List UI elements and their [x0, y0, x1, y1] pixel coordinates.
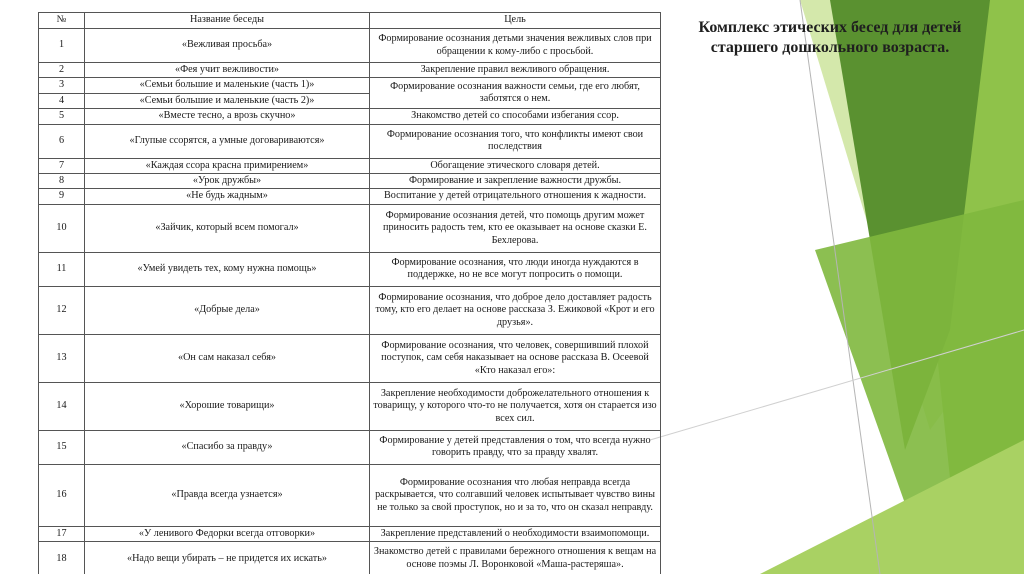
row-name: «Фея учит вежливости» [85, 63, 370, 78]
table-row [39, 189, 661, 204]
row-goal: Знакомство детей со способами избегания ссор. [370, 109, 661, 124]
row-num: 3 [39, 78, 85, 93]
table-row [39, 174, 661, 189]
row-name: «У ленивого Федорки всегда отговорки» [85, 526, 370, 541]
table-row [39, 63, 661, 78]
row-goal: Формирование осознания детьми значения вежливых слов при обращении к кому-либо с просьбой. [370, 29, 661, 63]
row-name: «Глупые ссорятся, а умные договариваются» [85, 124, 370, 158]
row-num: 1 [39, 29, 85, 63]
row-goal: Закрепление представлений о необходимости взаимопомощи. [370, 526, 661, 541]
table-row [39, 158, 661, 173]
row-name: «Каждая ссора красна примирением» [85, 158, 370, 173]
row-name: «Семьи большие и маленькие (часть 1)» [85, 78, 370, 93]
row-num: 4 [39, 93, 85, 108]
row-goal: Знакомство детей с правилами бережного отношения к вещам на основе поэмы Л. Воронковой «Маша-растеряша». [370, 542, 661, 574]
row-name: «Добрые дела» [85, 286, 370, 334]
row-name: «Он сам наказал себя» [85, 334, 370, 382]
row-num: 13 [39, 334, 85, 382]
row-num: 2 [39, 63, 85, 78]
row-goal: Закрепление необходимости доброжелательного отношения к товарищу, у которого что-то не получается, хотя он старается изо всех сил. [370, 382, 661, 430]
row-num: 5 [39, 109, 85, 124]
row-num: 6 [39, 124, 85, 158]
row-goal: Формирование осознания того, что конфликты имеют свои последствия [370, 124, 661, 158]
row-name: «Семьи большие и маленькие (часть 2)» [85, 93, 370, 108]
header-num: № [39, 13, 85, 29]
row-name: «Хорошие товарищи» [85, 382, 370, 430]
row-goal: Формирование осознания детей, что помощь другим может приносить радость тем, кто ее оказывает на основе сказки Е. Бехлерова. [370, 204, 661, 252]
row-num: 10 [39, 204, 85, 252]
row-num: 16 [39, 464, 85, 526]
row-goal: Обогащение этического словаря детей. [370, 158, 661, 173]
row-name: «Вежливая просьба» [85, 29, 370, 63]
row-name: «Правда всегда узнается» [85, 464, 370, 526]
table-row [39, 124, 661, 158]
row-name: «Надо вещи убирать – не придется их искать» [85, 542, 370, 574]
row-goal: Формирование у детей представления о том, что всегда нужно говорить правду, что за правду хвалят. [370, 430, 661, 464]
row-name: «Не будь жадным» [85, 189, 370, 204]
slide-title: Комплекс этических бесед для детей старшего дошкольного возраста. [698, 19, 962, 56]
row-goal: Формирование осознания важности семьи, где его любят, заботятся о нем. [370, 78, 661, 109]
row-num: 15 [39, 430, 85, 464]
row-num: 9 [39, 189, 85, 204]
row-name: «Умей увидеть тех, кому нужна помощь» [85, 252, 370, 286]
row-goal: Формирование осознания, что человек, совершивший плохой поступок, сам себя наказывает на основе рассказа В. Осеевой «Кто наказал его»: [370, 334, 661, 382]
row-name: «Урок дружбы» [85, 174, 370, 189]
table-row [39, 542, 661, 574]
table-container [38, 12, 660, 574]
table-row [39, 109, 661, 124]
table-row [39, 78, 661, 93]
row-goal: Воспитание у детей отрицательного отношения к жадности. [370, 189, 661, 204]
table-row [39, 29, 661, 63]
row-num: 12 [39, 286, 85, 334]
table-row [39, 526, 661, 541]
header-goal: Цель [370, 13, 661, 29]
row-num: 11 [39, 252, 85, 286]
row-name: «Спасибо за правду» [85, 430, 370, 464]
table-row [39, 252, 661, 286]
table-row [39, 382, 661, 430]
table-row [39, 464, 661, 526]
row-name: «Зайчик, который всем помогал» [85, 204, 370, 252]
row-num: 8 [39, 174, 85, 189]
header-name: Название беседы [85, 13, 370, 29]
row-goal: Формирование осознания, что люди иногда нуждаются в поддержке, но не все могут попросить о помощи. [370, 252, 661, 286]
row-num: 18 [39, 542, 85, 574]
table-row [39, 286, 661, 334]
row-num: 14 [39, 382, 85, 430]
row-num: 17 [39, 526, 85, 541]
row-num: 7 [39, 158, 85, 173]
row-goal: Формирование осознания, что доброе дело доставляет радость тому, кто его делает на основе рассказа З. Ежиковой «Крот и его друзья». [370, 286, 661, 334]
table-row [39, 430, 661, 464]
ethics-talks-table [38, 12, 661, 574]
table-header-row [39, 13, 661, 29]
row-name: «Вместе тесно, а врозь скучно» [85, 109, 370, 124]
row-goal: Формирование осознания что любая неправда всегда раскрывается, что солгавший человек испытывает чувство вины не только за свой проступок, но и за то, что он сказал неправду. [370, 464, 661, 526]
row-goal: Закрепление правил вежливого обращения. [370, 63, 661, 78]
row-goal: Формирование и закрепление важности дружбы. [370, 174, 661, 189]
table-row [39, 334, 661, 382]
table-row [39, 204, 661, 252]
